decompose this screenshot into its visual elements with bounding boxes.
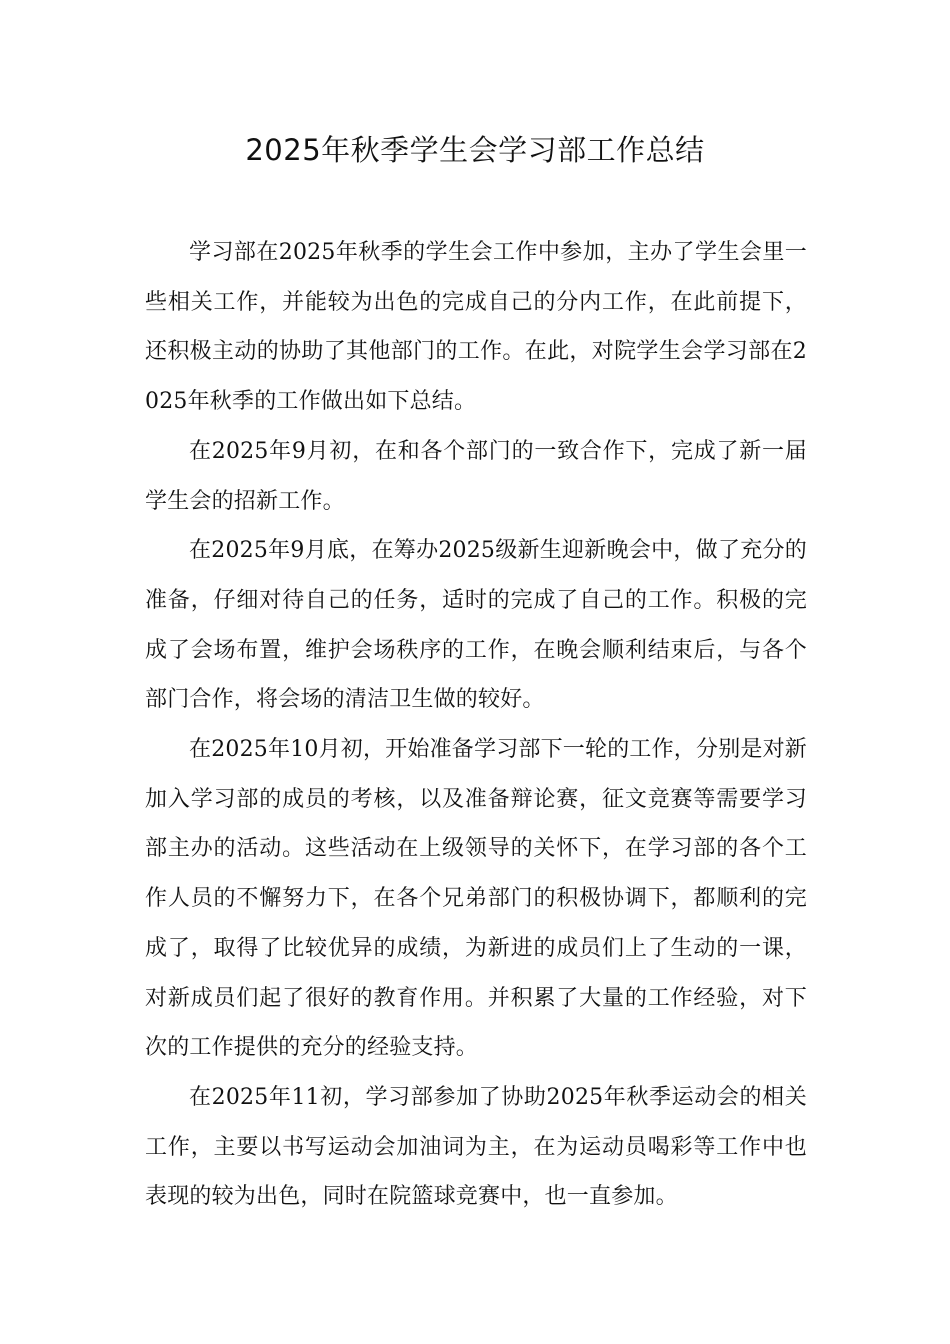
document-body bbox=[145, 228, 807, 1222]
paragraph-september-recruitment: 在2025年9月初，在和各个部门的一致合作下，完成了新一届学生会的招新工作。 bbox=[145, 438, 807, 514]
document-title: 2025年秋季学生会学习部工作总结 bbox=[245, 133, 705, 167]
paragraph-intro: 学习部在2025年秋季的学生会工作中参加，主办了学生会里一些相关工作，并能较为出色的完成自己的分内工作，在此前提下，还积极主动的协助了其他部门的工作。在此，对院学生会学习部在2025年秋季的工作做出如下总结。 bbox=[145, 240, 807, 415]
paragraph-november-sports: 在2025年11初，学习部参加了协助2025年秋季运动会的相关工作，主要以书写运动会加油词为主，在为运动员喝彩等工作中也表现的较为出色，同时在院篮球竞赛中，也一直参加。 bbox=[145, 1084, 807, 1210]
paragraph-october-activities: 在2025年10月初，开始准备学习部下一轮的工作，分别是对新加入学习部的成员的考核，以及准备辩论赛，征文竞赛等需要学习部主办的活动。这些活动在上级领导的关怀下，在学习部的各个工作人员的不懈努力下，在各个兄弟部门的积极协调下，都顺利的完成了，取得了比较优异的成绩，为新进的成员们上了生动的一课，对新成员们起了很好的教育作用。并积累了大量的工作经验，对下次的工作提供的充分的经验支持。 bbox=[145, 737, 807, 1061]
paragraph-september-gala: 在2025年9月底，在筹办2025级新生迎新晚会中，做了充分的准备，仔细对待自己的任务，适时的完成了自己的工作。积极的完成了会场布置，维护会场秩序的工作，在晚会顺利结束后，与各个部门合作，将会场的清洁卫生做的较好。 bbox=[145, 538, 807, 713]
